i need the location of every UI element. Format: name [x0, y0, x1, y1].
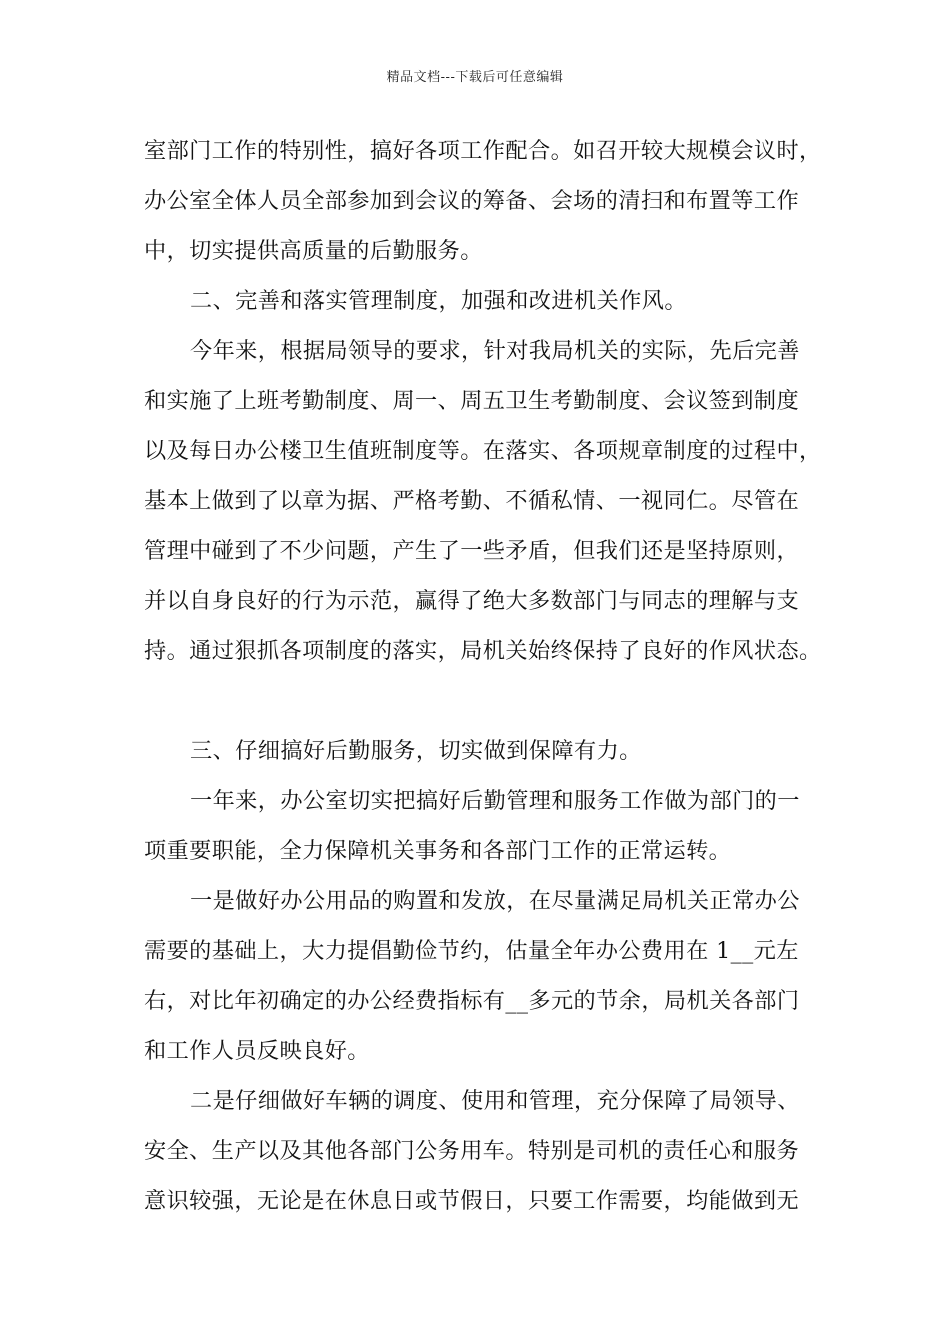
page-header: 精品文档---下载后可任意编辑 [386, 70, 564, 85]
text-line: 一是做好办公用品的购置和发放，在尽量满足局机关正常办公 [190, 888, 800, 914]
text-line: 以及每日办公楼卫生值班制度等。在落实、各项规章制度的过程中， [144, 438, 822, 464]
paragraph-gap [144, 676, 834, 726]
text-line: 持。通过狠抓各项制度的落实，局机关始终保持了良好的作风状态。 [144, 638, 822, 664]
text-line: 办公室全体人员全部参加到会议的筹备、会场的清扫和布置等工作 [144, 188, 800, 214]
text-line: 今年来，根据局领导的要求，针对我局机关的实际，先后完善 [190, 338, 800, 364]
text-line: 一年来，办公室切实把搞好后勤管理和服务工作做为部门的一 [190, 788, 800, 814]
text-line: 和工作人员反映良好。 [144, 1038, 370, 1064]
text-line: 需要的基础上，大力提倡勤俭节约，估量全年办公费用在 1__元左 [144, 938, 799, 964]
document-body [144, 126, 834, 1226]
text-line: 安全、生产以及其他各部门公务用车。特别是司机的责任心和服务 [144, 1138, 800, 1164]
text-line: 中，切实提供高质量的后勤服务。 [144, 238, 483, 264]
text-line: 意识较强，无论是在休息日或节假日，只要工作需要，均能做到无 [144, 1188, 800, 1214]
text-line: 管理中碰到了不少问题，产生了一些矛盾，但我们还是坚持原则， [144, 538, 800, 564]
text-line: 基本上做到了以章为据、严格考勤、不循私情、一视同仁。尽管在 [144, 488, 800, 514]
text-line: 二、完善和落实管理制度，加强和改进机关作风。 [190, 288, 687, 314]
text-line: 右，对比年初确定的办公经费指标有__多元的节余，局机关各部门 [144, 988, 800, 1014]
text-line: 项重要职能，全力保障机关事务和各部门工作的正常运转。 [144, 838, 732, 864]
text-line: 二是仔细做好车辆的调度、使用和管理，充分保障了局领导、 [190, 1088, 800, 1114]
text-line: 和实施了上班考勤制度、周一、周五卫生考勤制度、会议签到制度 [144, 388, 800, 414]
text-line: 并以自身良好的行为示范，赢得了绝大多数部门与同志的理解与支 [144, 588, 800, 614]
text-line: 室部门工作的特别性，搞好各项工作配合。如召开较大规模会议时， [144, 138, 822, 164]
text-line: 三、仔细搞好后勤服务，切实做到保障有力。 [190, 738, 642, 764]
